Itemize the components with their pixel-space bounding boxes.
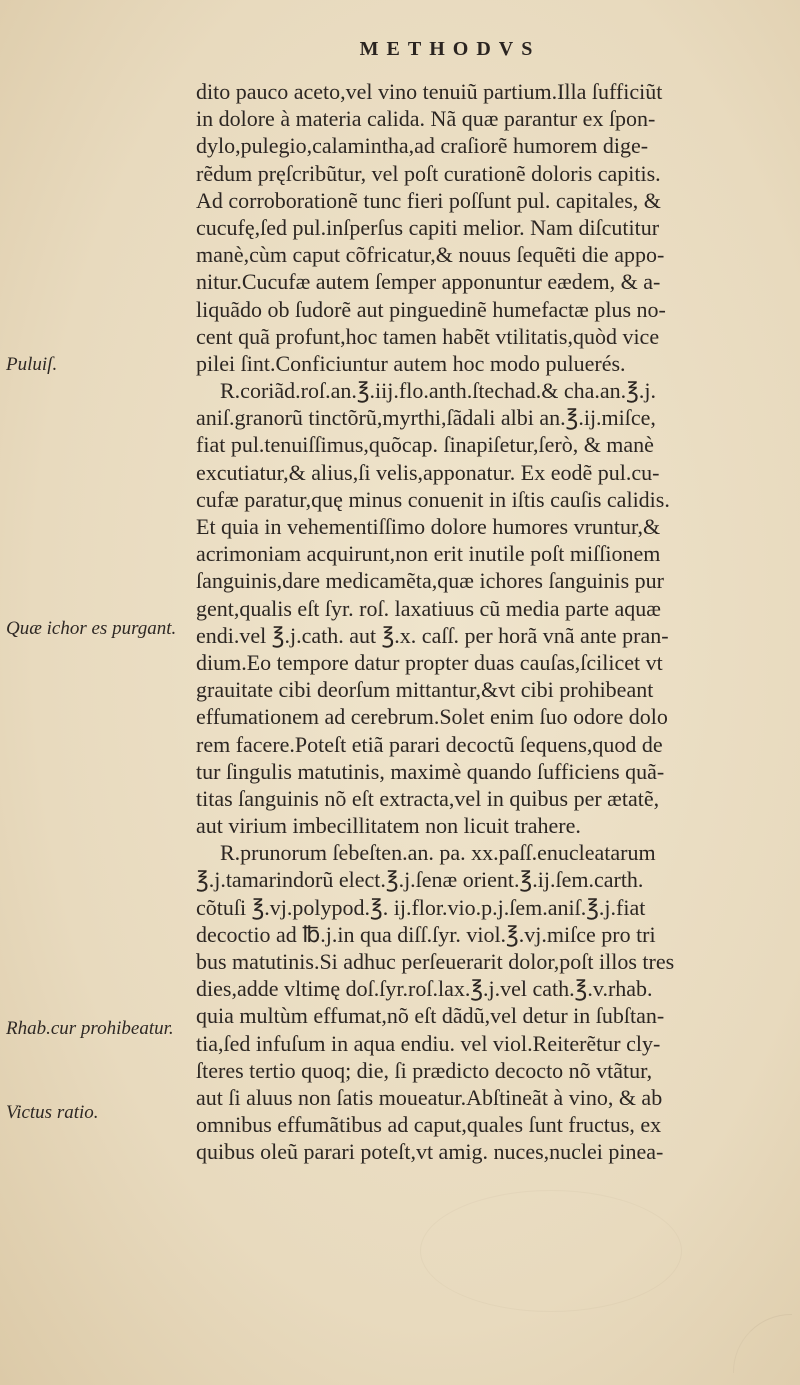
text-line: liquãdo ob ſudorẽ aut pinguedinẽ humefactæ plus no- (196, 296, 666, 322)
text-line: Et quia in vehementiſſimo dolore humores vruntur,& (196, 514, 661, 539)
text-line: dium.Eo tempore datur propter duas cauſas,ſcilicet vt (196, 649, 663, 675)
recipe-line: R.prunorum ſebeſten.an. pa. xx.paſſ.enucleatarum (220, 840, 656, 866)
margin-note-ichores: Quæ ichor es purgant. (6, 618, 177, 639)
text-line: dito pauco aceto,vel vino tenuiũ partium.Illa ſufficiũt (196, 79, 663, 104)
text-line: dies,adde vltimę doſ.ſyr.roſ.lax.℥.j.vel cath.℥.v.rhab. (196, 976, 653, 1002)
text-line: cucufę,ſed pul.inſperſus capiti melior. Nam diſcutitur (196, 214, 660, 240)
text-line: dylo,pulegio,calamintha,ad craſiorẽ humorem dige- (196, 133, 649, 159)
text-line: nitur.Cucufæ autem ſemper apponuntur eædem, & a- (196, 269, 661, 295)
page-curl-shadow (733, 1314, 792, 1373)
text-line: bus matutinis.Si adhuc perſeuerarit dolor,poſt illos tres (196, 949, 675, 974)
main-text-block (196, 78, 768, 1166)
text-line: manè,cùm caput cõfricatur,& nouus ſequẽti die appo- (196, 242, 665, 268)
text-line: in dolore à materia calida. Nã quæ parantur ex ſpon- (196, 106, 656, 132)
text-line: fiat pul.tenuiſſimus,quõcap. ſinapiſetur,ſerò, & manè (196, 432, 654, 458)
text-line: omnibus effumãtibus ad caput,quales ſunt fructus, ex (196, 1112, 662, 1138)
text-line: effumationem ad cerebrum.Solet enim ſuo odore dolo (196, 704, 668, 730)
text-line: acrimoniam acquirunt,non erit inutile poſt miſſionem (196, 541, 661, 567)
text-line: titas ſanguinis nõ eſt extracta,vel in quibus per ætatẽ, (196, 785, 660, 811)
text-line: ℥.j.tamarindorũ elect.℥.j.ſenæ orient.℥.ij.ſem.carth. (196, 867, 644, 893)
text-line: quibus oleũ parari poteſt,vt amig. nuces,nuclei pinea- (196, 1139, 664, 1165)
text-line: ſanguinis,dare medicamẽta,quæ ichores ſanguinis pur (196, 568, 664, 594)
margin-note-victus-ratio: Victus ratio. (6, 1102, 99, 1123)
recipe-line: R.coriãd.roſ.an.℥.iij.flo.anth.ſtechad.& cha.an.℥.j. (220, 378, 656, 404)
text-line: decoctio ad ℔.j.in qua diſſ.ſyr. viol.℥.vj.miſce pro tri (196, 921, 656, 947)
text-line: quia multùm effumat,nõ eſt dãdũ,vel detur in ſubſtan- (196, 1003, 665, 1029)
text-line: rẽdum pręſcribũtur, vel poſt curationẽ doloris capitis. (196, 160, 661, 186)
text-line: tia,ſed infuſum in aqua endiu. vel viol.Reiterẽtur cly- (196, 1030, 661, 1056)
text-line: aut virium imbecillitatem non licuit trahere. (196, 813, 581, 839)
text-line: excutiatur,& alius,ſi velis,apponatur. Ex eodẽ pul.cu- (196, 459, 660, 485)
text-line: ſteres tertio quoq; die, ſi prædicto decocto nõ vtãtur, (196, 1057, 653, 1083)
running-head: METHODVS (359, 38, 541, 60)
text-line: endi.vel ℥.j.cath. aut ℥.x. caſſ. per horã vnã ante pran- (196, 622, 669, 648)
text-line: pilei ſint.Conficiuntur autem hoc modo puluerés. (196, 350, 626, 376)
text-line: aniſ.granorũ tinctõrũ,myrthi,ſãdali albi an.℥.ij.miſce, (196, 405, 656, 431)
text-line: aut ſi aluus non ſatis moueatur.Abſtineãt à vino, & ab (196, 1084, 663, 1110)
text-line: cõtuſi ℥.vj.polypod.℥. ij.flor.vio.p.j.ſem.aniſ.℥.j.fiat (196, 894, 646, 920)
text-line: Ad corroborationẽ tunc fieri poſſunt pul. capitales, & (196, 187, 661, 213)
text-line: tur ſingulis matutinis, maximè quando ſufficiens quã- (196, 758, 665, 784)
margin-note-rhabarbarum: Rhab.cur prohibeatur. (6, 1018, 174, 1039)
text-line: grauitate cibi deorſum mittantur,&vt cibi prohibeant (196, 677, 654, 703)
text-line: cent quã profunt,hoc tamen habẽt vtilitatis,quòd vice (196, 323, 660, 349)
text-line: gent,qualis eſt ſyr. roſ. laxatiuus cũ media parte aquæ (196, 595, 661, 621)
text-line: cufæ paratur,quę minus conuenit in iſtis cauſis calidis. (196, 486, 670, 512)
show-through-stain (420, 1190, 682, 1312)
margin-note-puluis: Puluiſ. (6, 354, 58, 375)
text-line: rem facere.Poteſt etiã parari decoctũ ſequens,quod de (196, 731, 663, 757)
